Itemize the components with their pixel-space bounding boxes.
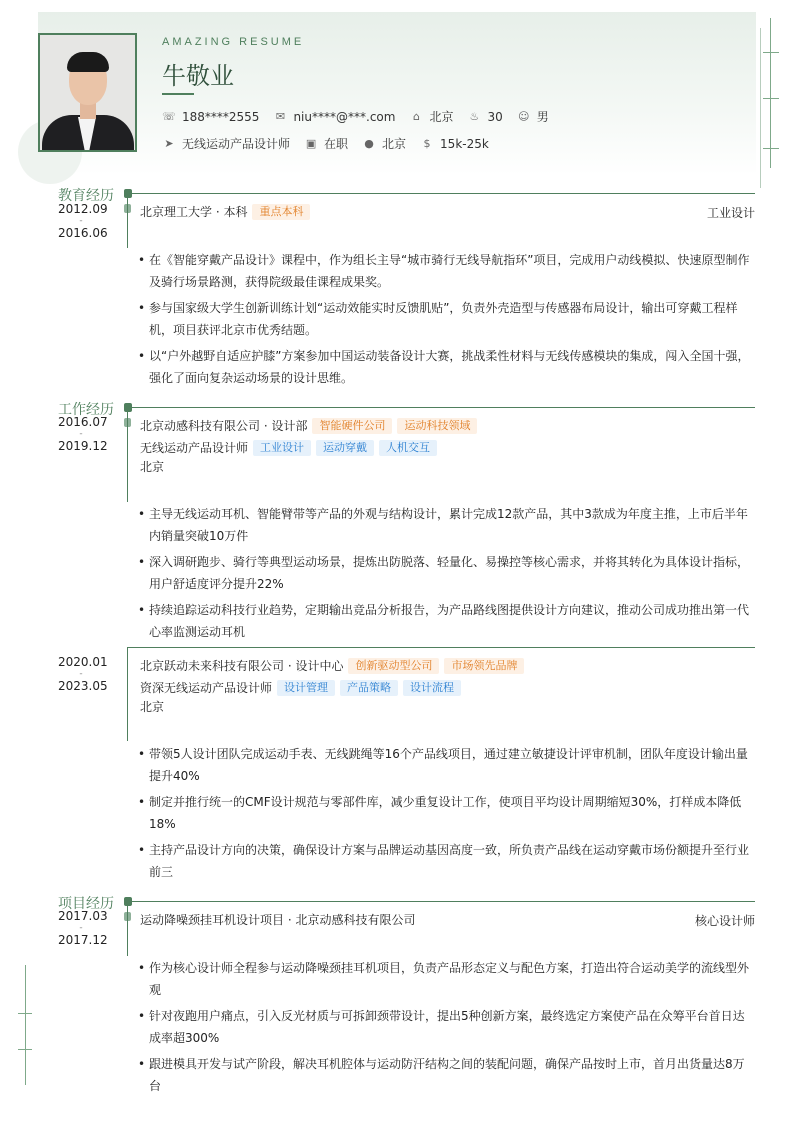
start-date: 2017.03 bbox=[58, 909, 108, 923]
section-marker bbox=[124, 403, 132, 412]
decorative-line bbox=[760, 28, 761, 188]
resume-subtitle: AMAZING RESUME bbox=[162, 36, 305, 48]
work-role-row-1 bbox=[140, 439, 437, 456]
list-item: • 主导无线运动耳机、智能臂带等产品的外观与结构设计，累计完成12款产品，其中3款成为年度主推，上市后半年内销量突破10万件 bbox=[138, 503, 750, 547]
list-item: • 跟进模具开发与试产阶段，解决耳机腔体与运动防汗结构之间的装配问题，确保产品按时上市，首月出货量达8万台 bbox=[138, 1053, 750, 1097]
list-item: • 在《智能穿戴产品设计》课程中，作为组长主导“城市骑行无线导航指环”项目，完成用户动线模拟、快速原型制作及骑行场景路测，获得院级最佳课程成果奖。 bbox=[138, 249, 750, 293]
work-dates-1 bbox=[58, 415, 108, 453]
company-name: 北京动感科技有限公司 · 设计部 bbox=[140, 419, 308, 433]
timeline-line bbox=[127, 410, 128, 502]
company-tag: 智能硬件公司 bbox=[312, 418, 392, 434]
work-dates-2 bbox=[58, 655, 108, 693]
decorative-line bbox=[770, 18, 771, 168]
job-status bbox=[304, 135, 348, 152]
section-divider bbox=[127, 193, 755, 194]
work-company-row-1 bbox=[140, 417, 477, 434]
project-dates bbox=[58, 909, 108, 947]
job-salary-text: 15k-25k bbox=[440, 136, 489, 151]
contact-home bbox=[409, 108, 453, 125]
work-bullets-1 bbox=[138, 503, 750, 647]
date-separator: - bbox=[79, 923, 83, 933]
job-status-text: 在职 bbox=[324, 137, 349, 151]
age-icon: ♨ bbox=[469, 110, 480, 123]
decorative-tick bbox=[763, 52, 779, 53]
job-salary bbox=[420, 137, 489, 151]
list-item: • 制定并推行统一的CMF设计规范与零部件库，减少重复设计工作，使项目平均设计周期缩短30%，打样成本降低18% bbox=[138, 791, 750, 835]
skill-tag: 设计流程 bbox=[403, 680, 461, 696]
home-icon: ⌂ bbox=[412, 110, 420, 123]
end-date: 2017.12 bbox=[58, 933, 108, 947]
work-city-2: 北京 bbox=[140, 700, 165, 714]
send-icon: ➤ bbox=[164, 137, 174, 150]
timeline-line bbox=[127, 904, 128, 956]
company-tag: 创新驱动型公司 bbox=[348, 658, 439, 674]
work-bullets-2 bbox=[138, 743, 750, 887]
company-tag: 市场领先品牌 bbox=[444, 658, 524, 674]
list-item: • 带领5人设计团队完成运动手表、无线跳绳等16个产品线项目，通过建立敏捷设计评审机制，团队年度设计输出量提升40% bbox=[138, 743, 750, 787]
candidate-name: 牛敬业 bbox=[162, 62, 234, 90]
decorative-tick bbox=[18, 1049, 32, 1050]
job-location-text: 北京 bbox=[382, 137, 407, 151]
role-name: 资深无线运动产品设计师 bbox=[140, 681, 273, 695]
job-intent-row bbox=[162, 135, 503, 152]
work-city-1: 北京 bbox=[140, 460, 165, 474]
job-target-text: 无线运动产品设计师 bbox=[182, 137, 291, 151]
decorative-tick bbox=[18, 1013, 32, 1014]
start-date: 2016.07 bbox=[58, 415, 108, 429]
salary-icon: $ bbox=[423, 137, 431, 150]
education-bullets bbox=[138, 249, 750, 393]
date-separator: - bbox=[79, 216, 83, 226]
section-divider bbox=[127, 901, 755, 902]
school-name: 北京理工大学 · 本科 bbox=[140, 205, 248, 219]
date-separator: - bbox=[79, 429, 83, 439]
decorative-tick bbox=[763, 98, 779, 99]
location-icon: ● bbox=[364, 137, 374, 150]
section-title-education: 教育经历 bbox=[58, 188, 114, 204]
list-item: • 以“户外越野自适应护膝”方案参加中国运动装备设计大赛，挑战柔性材料与无线传感模块的集成，闯入全国十强，强化了面向复杂运动场景的设计思维。 bbox=[138, 345, 750, 389]
work-company-row-2 bbox=[140, 657, 524, 674]
end-date: 2019.12 bbox=[58, 439, 108, 453]
end-date: 2016.06 bbox=[58, 226, 108, 240]
start-date: 2020.01 bbox=[58, 655, 108, 669]
skill-tag: 运动穿戴 bbox=[316, 440, 374, 456]
contact-phone bbox=[162, 110, 259, 124]
email-text: niu****@***.com bbox=[293, 109, 396, 124]
list-item: • 作为核心设计师全程参与运动降噪颈挂耳机项目，负责产品形态定义与配色方案，打造出符合运动美学的流线型外观 bbox=[138, 957, 750, 1001]
project-role: 核心设计师 bbox=[694, 914, 755, 928]
section-title-project: 项目经历 bbox=[58, 896, 114, 912]
school-tag: 重点本科 bbox=[252, 204, 310, 220]
home-text: 北京 bbox=[429, 110, 454, 124]
phone-text: 188****2555 bbox=[182, 109, 260, 124]
mail-icon: ✉ bbox=[275, 110, 286, 123]
date-separator: - bbox=[79, 669, 83, 679]
education-major: 工业设计 bbox=[706, 206, 755, 220]
education-school-row bbox=[140, 203, 310, 220]
company-tag: 运动科技领域 bbox=[397, 418, 477, 434]
timeline-line bbox=[127, 647, 128, 741]
list-item: • 持续追踪运动科技行业趋势，定期输出竞品分析报告，为产品路线图提供设计方向建议，推动公司成功推出第一代心率监测运动耳机 bbox=[138, 599, 750, 643]
contact-gender bbox=[517, 108, 549, 125]
skill-tag: 产品策略 bbox=[340, 680, 398, 696]
skill-tag: 工业设计 bbox=[253, 440, 311, 456]
work-role-row-2 bbox=[140, 679, 461, 696]
age-text: 30 bbox=[487, 109, 503, 124]
section-title-work: 工作经历 bbox=[58, 402, 114, 418]
decorative-tick bbox=[763, 148, 779, 149]
entry-divider bbox=[127, 647, 755, 648]
education-dates bbox=[58, 202, 108, 240]
gender-text: 男 bbox=[536, 110, 549, 124]
section-marker bbox=[124, 897, 132, 906]
section-divider bbox=[127, 407, 755, 408]
company-name: 北京跃动未来科技有限公司 · 设计中心 bbox=[140, 659, 344, 673]
contact-age bbox=[467, 110, 502, 124]
project-bullets bbox=[138, 957, 750, 1101]
decorative-line bbox=[25, 965, 26, 1085]
skill-tag: 人机交互 bbox=[379, 440, 437, 456]
gender-icon: ☺ bbox=[518, 110, 530, 123]
phone-icon: ☏ bbox=[162, 110, 176, 123]
section-marker bbox=[124, 189, 132, 198]
job-location bbox=[362, 135, 406, 152]
status-icon: ▣ bbox=[305, 137, 317, 150]
role-name: 无线运动产品设计师 bbox=[140, 441, 249, 455]
start-date: 2012.09 bbox=[58, 202, 108, 216]
list-item: • 参与国家级大学生创新训练计划“运动效能实时反馈肌贴”，负责外壳造型与传感器布局设计，输出可穿戴工程样机，项目获评北京市优秀结题。 bbox=[138, 297, 750, 341]
job-target bbox=[162, 135, 290, 152]
contact-row bbox=[162, 108, 563, 125]
contact-email bbox=[273, 110, 395, 124]
project-name: 运动降噪颈挂耳机设计项目 · 北京动感科技有限公司 bbox=[140, 913, 416, 927]
end-date: 2023.05 bbox=[58, 679, 108, 693]
list-item: • 主持产品设计方向的决策，确保设计方案与品牌运动基因高度一致，所负责产品线在运动穿戴市场份额提升至行业前三 bbox=[138, 839, 750, 883]
list-item: • 深入调研跑步、骑行等典型运动场景，提炼出防脱落、轻量化、易操控等核心需求，并将其转化为具体设计指标，用户舒适度评分提升22% bbox=[138, 551, 750, 595]
name-underline bbox=[162, 93, 194, 95]
skill-tag: 设计管理 bbox=[277, 680, 335, 696]
timeline-line bbox=[127, 196, 128, 248]
list-item: • 针对夜跑用户痛点，引入反光材质与可拆卸颈带设计，提出5种创新方案，最终选定方案使产品在众筹平台首日达成率超300% bbox=[138, 1005, 750, 1049]
profile-photo bbox=[38, 33, 137, 152]
